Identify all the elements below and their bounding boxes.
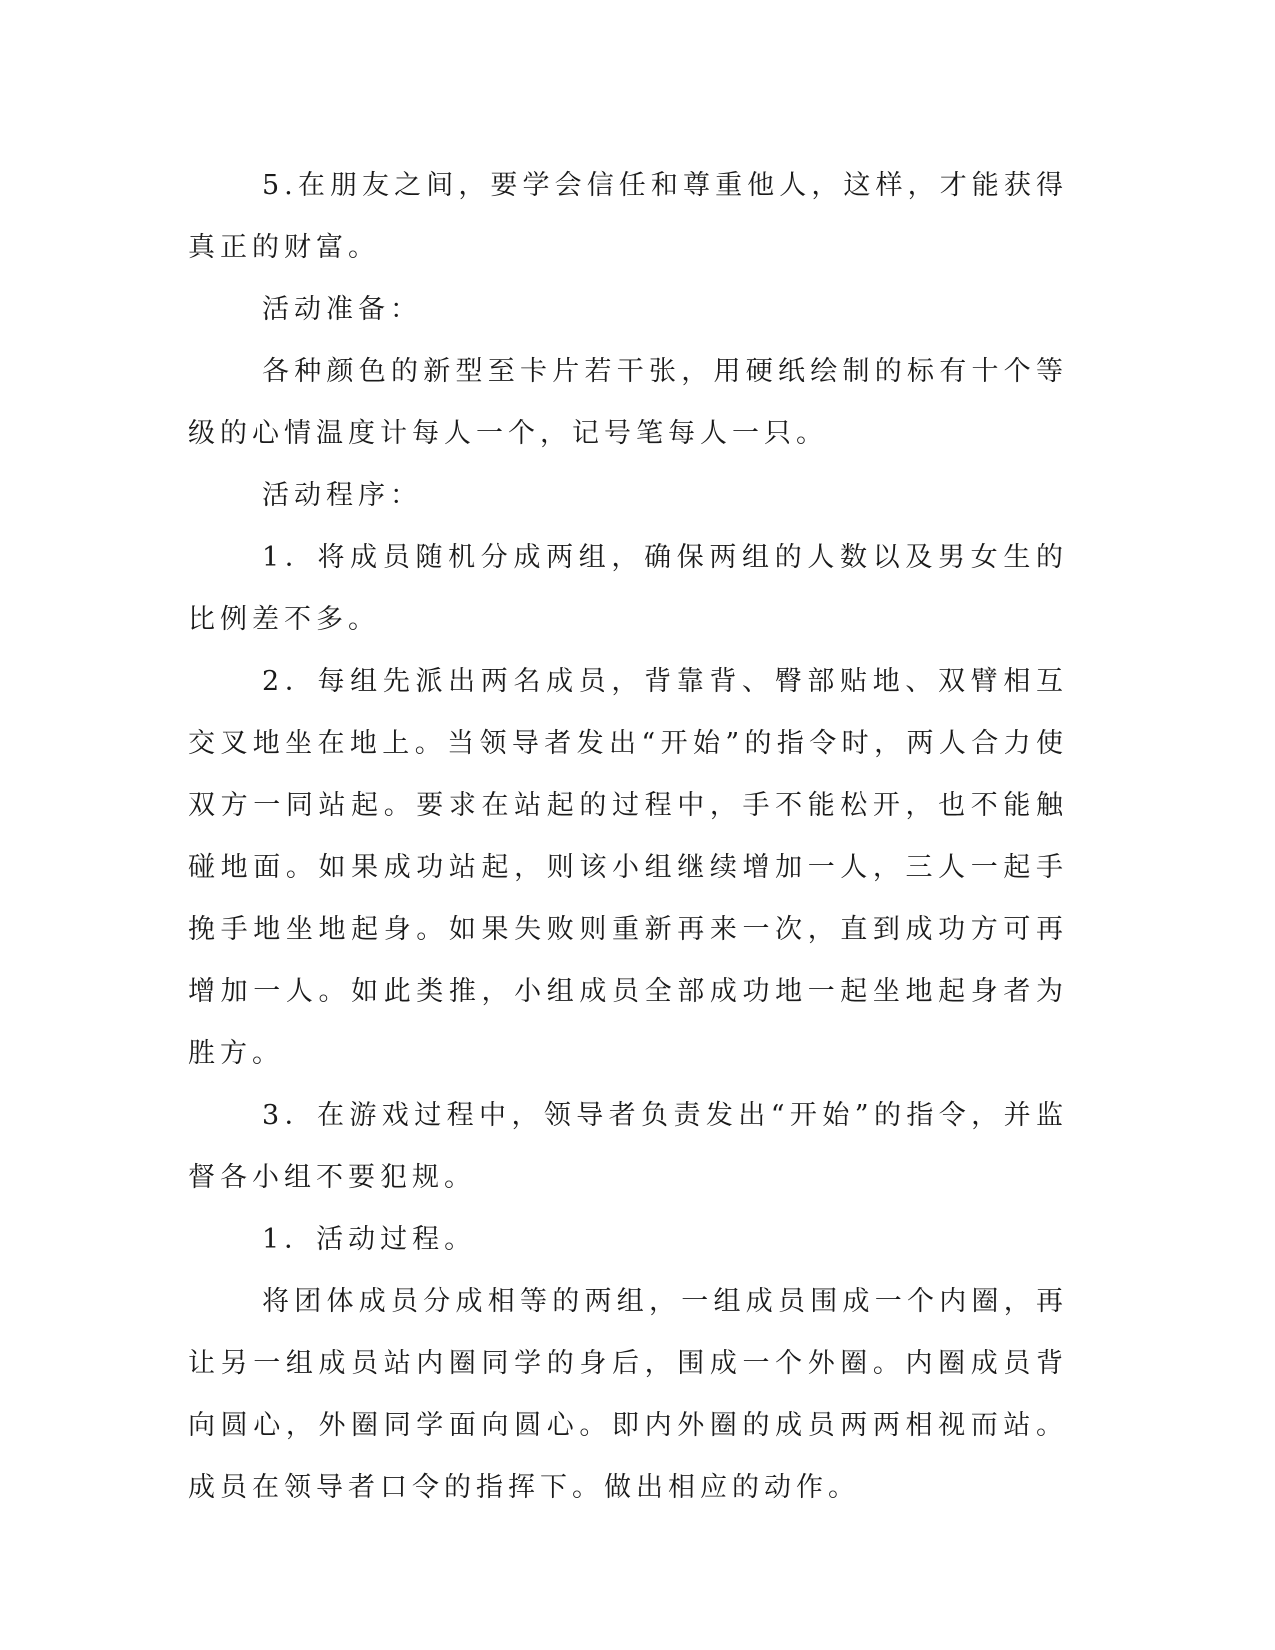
paragraph-materials: 各种颜色的新型至卡片若干张，用硬纸绘制的标有十个等级的心情温度计每人一个，记号笔每人一只。 bbox=[188, 356, 1068, 449]
document-body bbox=[188, 155, 1068, 1519]
heading-activity-preparation: 活动准备： bbox=[262, 294, 422, 325]
heading-activity-procedure: 活动程序： bbox=[262, 480, 422, 511]
paragraph-step-1: 1．将成员随机分成两组，确保两组的人数以及男女生的比例差不多。 bbox=[188, 542, 1068, 635]
paragraph-step-3: 3．在游戏过程中，领导者负责发出“开始”的指令，并监督各小组不要犯规。 bbox=[188, 1100, 1068, 1193]
paragraph-step-2: 2．每组先派出两名成员，背靠背、臀部贴地、双臂相互交叉地坐在地上。当领导者发出“开始”的指令时，两人合力使双方一同站起。要求在站起的过程中，手不能松开，也不能触碰地面。如果成功站起，则该小组继续增加一人，三人一起手挽手地坐地起身。如果失败则重新再来一次，直到成功方可再增加一人。如此类推，小组成员全部成功地一起坐地起身者为胜方。 bbox=[188, 666, 1068, 1069]
paragraph-wealth-lesson: 5.在朋友之间，要学会信任和尊重他人，这样，才能获得真正的财富。 bbox=[188, 170, 1068, 263]
paragraph-circles: 将团体成员分成相等的两组，一组成员围成一个内圈，再让另一组成员站内圈同学的身后，围成一个外圈。内圈成员背向圆心，外圈同学面向圆心。即内外圈的成员两两相视而站。成员在领导者口令的指挥下。做出相应的动作。 bbox=[188, 1286, 1068, 1503]
heading-activity-process: 1．活动过程。 bbox=[262, 1224, 477, 1255]
